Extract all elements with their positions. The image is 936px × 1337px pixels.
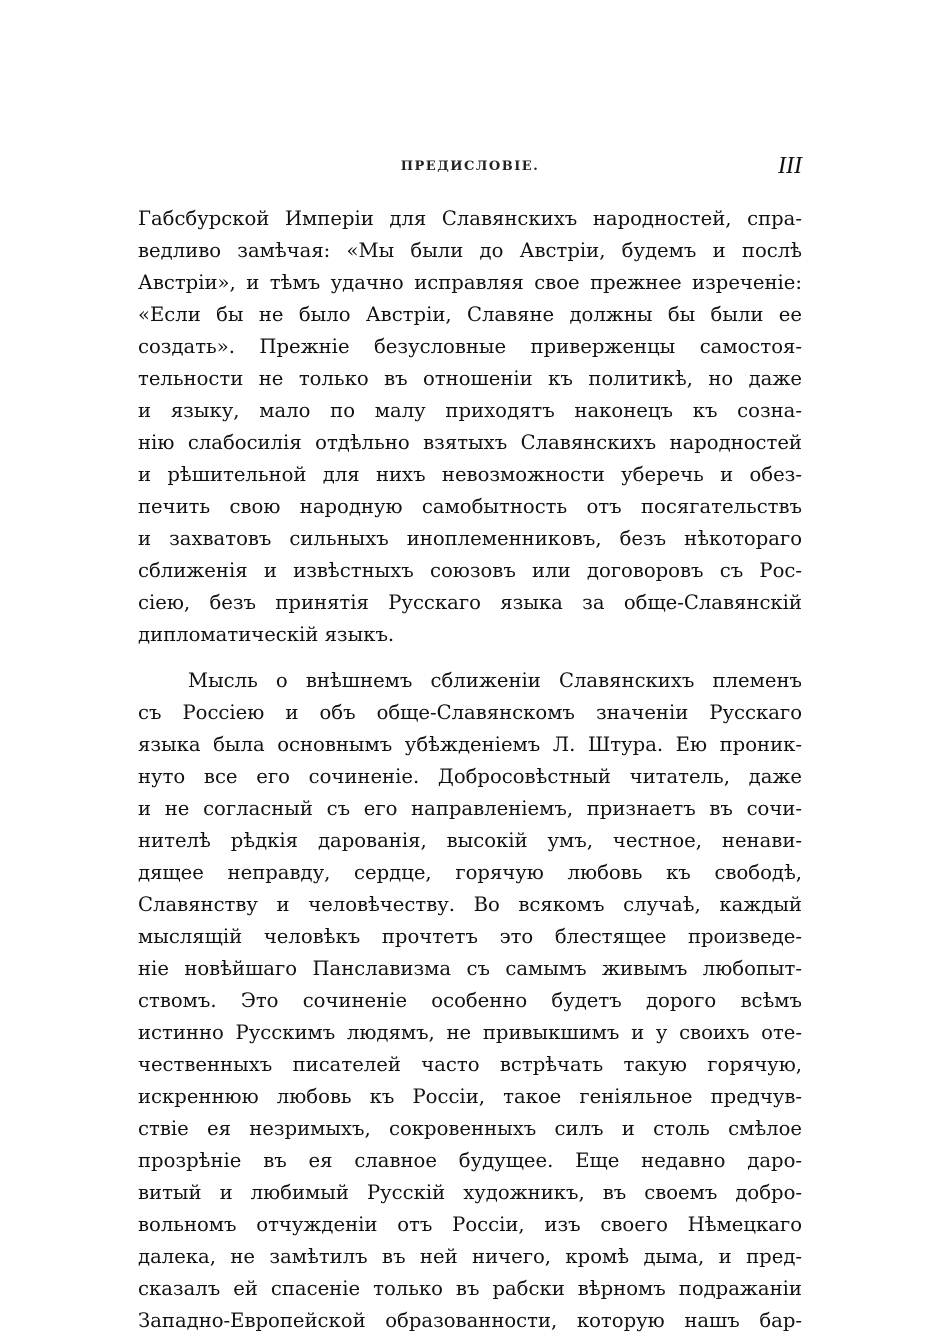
text-line: далека, не замѣтилъ въ ней ничего, кромѣ дыма, и пред- <box>138 1245 802 1268</box>
text-line: сказалъ ей спасеніе только въ рабски вѣрномъ подражаніи <box>138 1277 802 1300</box>
text-line: сіею, безъ принятія Русскаго языка за обще-Славянскій <box>138 591 802 614</box>
text-line: создать». Прежніе безусловные приверженцы самостоя- <box>138 335 802 358</box>
text-line: тельности не только въ отношеніи къ политикѣ, но даже <box>138 367 802 390</box>
text-line: Мысль о внѣшнемъ сближеніи Славянскихъ племенъ <box>188 669 802 692</box>
text-line: и не согласный съ его направленіемъ, признаетъ въ сочи- <box>138 797 802 820</box>
text-line: чественныхъ писателей часто встрѣчать такую горячую, <box>138 1053 802 1076</box>
text-line: ніе новѣйшаго Панславизма съ самымъ живымъ любопыт- <box>138 957 802 980</box>
text-line: искреннюю любовь къ Россіи, такое геніяльное предчув- <box>138 1085 802 1108</box>
text-line: дипломатическій языкъ. <box>138 623 395 646</box>
text-line: нуто все его сочиненіе. Добросовѣстный читатель, даже <box>138 765 802 788</box>
text-line: и захватовъ сильныхъ иноплеменниковъ, безъ нѣкотораго <box>138 527 802 550</box>
text-line: и языку, мало по малу приходятъ наконецъ къ созна- <box>138 399 802 422</box>
body-text <box>138 203 802 1337</box>
text-line: «Если бы не было Австріи, Славяне должны бы были ее <box>138 303 802 326</box>
text-line: мыслящій человѣкъ прочтетъ это блестящее произведе- <box>138 925 802 948</box>
text-line: языка была основнымъ убѣжденіемъ Л. Штура. Ею проник- <box>138 733 802 756</box>
paragraph-1 <box>138 203 802 651</box>
text-line: печить свою народную самобытность отъ посягательствъ <box>138 495 802 518</box>
running-title: ПРЕДИСЛОВІЕ. <box>400 159 540 174</box>
text-line: ствомъ. Это сочиненіе особенно будетъ дорого всѣмъ <box>138 989 802 1012</box>
text-line: Габсбурской Имперіи для Славянскихъ народностей, спра- <box>138 207 802 230</box>
text-line: Славянству и человѣчеству. Во всякомъ случаѣ, каждый <box>138 893 802 916</box>
text-line: и рѣшительной для нихъ невозможности уберечь и обез- <box>138 463 802 486</box>
page-number: III <box>778 153 802 179</box>
text-line: Австріи», и тѣмъ удачно исправляя свое прежнее изреченіе: <box>138 271 802 294</box>
paragraph-gap <box>138 651 802 665</box>
running-head <box>138 153 802 179</box>
text-line: истинно Русскимъ людямъ, не привыкшимъ и у своихъ оте- <box>138 1021 802 1044</box>
text-line: ведливо замѣчая: «Мы были до Австріи, будемъ и послѣ <box>138 239 802 262</box>
text-line: ствіе ея незримыхъ, сокровенныхъ силъ и столь смѣлое <box>138 1117 802 1140</box>
text-line: дящее неправду, сердце, горячую любовь къ свободѣ, <box>138 861 802 884</box>
text-line: вольномъ отчужденіи отъ Россіи, изъ своего Нѣмецкаго <box>138 1213 802 1236</box>
text-line: Западно-Европейской образованности, которую нашъ бар- <box>138 1309 802 1332</box>
text-line: прозрѣніе въ ея славное будущее. Еще недавно даро- <box>138 1149 802 1172</box>
text-line: сближенія и извѣстныхъ союзовъ или договоровъ съ Рос- <box>138 559 802 582</box>
text-line: нію слабосилія отдѣльно взятыхъ Славянскихъ народностей <box>138 431 802 454</box>
paragraph-2 <box>138 665 802 1337</box>
text-line: витый и любимый Русскій художникъ, въ своемъ добро- <box>138 1181 802 1204</box>
text-line: съ Россіею и объ обще-Славянскомъ значеніи Русскаго <box>138 701 802 724</box>
text-line: нителѣ рѣдкія дарованія, высокій умъ, честное, ненави- <box>138 829 802 852</box>
